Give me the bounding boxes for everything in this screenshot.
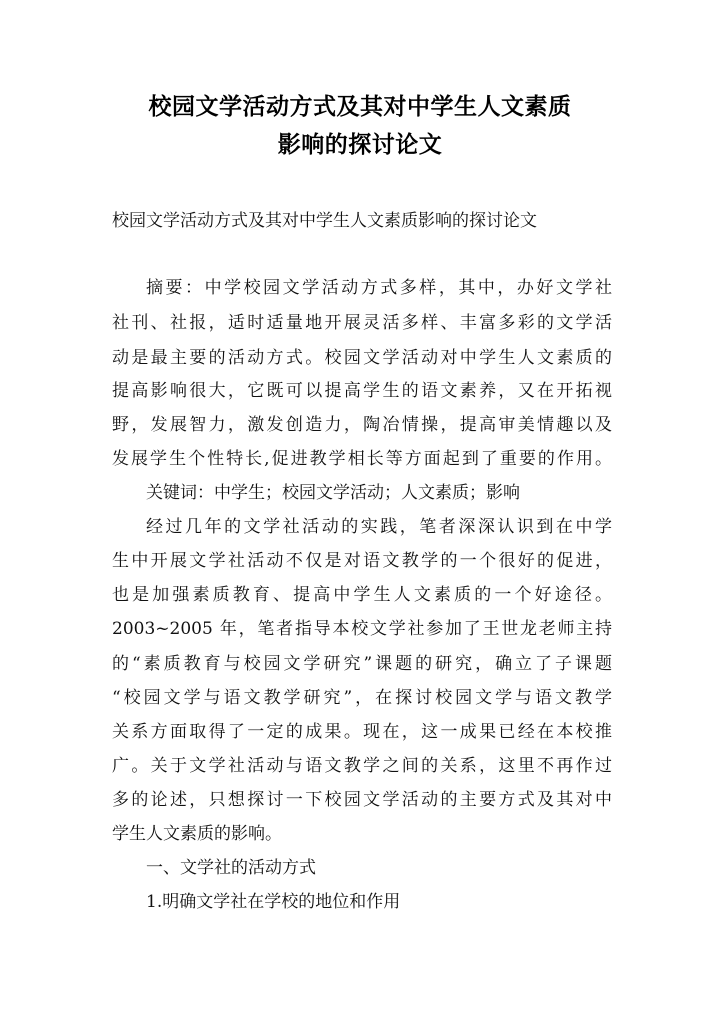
body-line: 经过几年的文学社活动的实践，笔者深深认识到在中学 <box>146 517 612 537</box>
body-line: 生中开展文学社活动不仅是对语文教学的一个很好的促进， <box>112 551 612 571</box>
abstract-line: 提高影响很大，它既可以提高学生的语文素养，又在开拓视 <box>112 381 612 401</box>
abstract-line: 发展学生个性特长,促进教学相长等方面起到了重要的作用。 <box>112 449 612 469</box>
abstract-line: 动是最主要的活动方式。校园文学活动对中学生人文素质的 <box>112 348 612 368</box>
document-title-line-1: 校园文学活动方式及其对中学生人文素质 <box>148 93 572 120</box>
body-line: 多的论述，只想探讨一下校园文学活动的主要方式及其对中 <box>112 790 612 810</box>
body-line: 2003~2005 年，笔者指导本校文学社参加了王世龙老师主持 <box>112 619 612 639</box>
abstract-line: 社刊、社报，适时适量地开展灵活多样、丰富多彩的文学活 <box>112 313 612 333</box>
abstract-line: 野，发展智力，激发创造力，陶冶情操，提高审美情趣以及 <box>112 415 612 435</box>
document-title-line-2: 影响的探讨论文 <box>277 131 443 158</box>
keywords-line: 关键词：中学生；校园文学活动；人文素质；影响 <box>146 483 520 503</box>
abstract-line: 摘要：中学校园文学活动方式多样，其中，办好文学社 <box>146 278 612 298</box>
body-line: 也是加强素质教育、提高中学生人文素质的一个好途径。 <box>112 585 612 605</box>
section-heading: 一、文学社的活动方式 <box>146 858 316 878</box>
body-line: 广。关于文学社活动与语文教学之间的关系，这里不再作过 <box>112 756 612 776</box>
document-subtitle: 校园文学活动方式及其对中学生人文素质影响的探讨论文 <box>112 211 537 231</box>
body-line: 的“素质教育与校园文学研究”课题的研究，确立了子课题 <box>112 654 612 674</box>
subsection-heading: 1.明确文学社在学校的地位和作用 <box>146 892 401 912</box>
body-line: “校园文学与语文教学研究”，在探讨校园文学与语文教学 <box>112 688 612 708</box>
body-line: 关系方面取得了一定的成果。现在，这一成果已经在本校推 <box>112 722 612 742</box>
body-line: 学生人文素质的影响。 <box>112 824 282 844</box>
